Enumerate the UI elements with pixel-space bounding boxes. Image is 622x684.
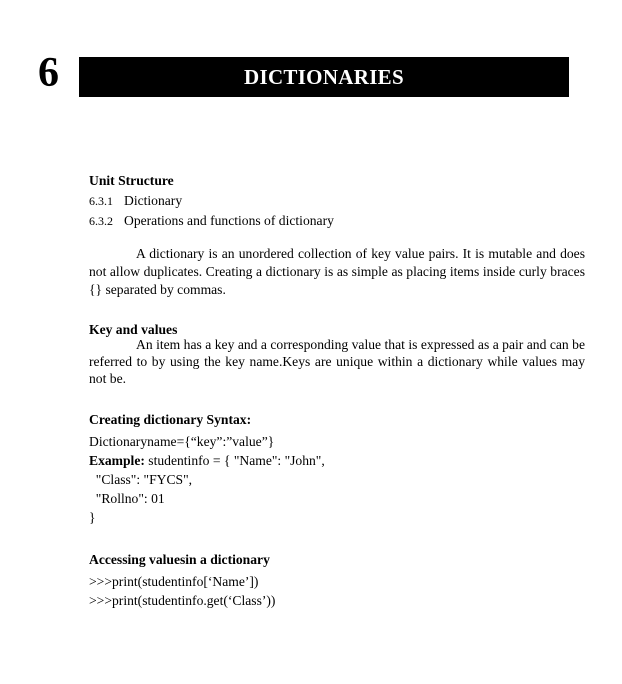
example-line: "Class": "FYCS", xyxy=(89,472,193,488)
example-code: studentinfo = { "Name": "John", xyxy=(144,453,325,469)
syntax-line: Dictionaryname={“key”:”value”} xyxy=(89,434,275,450)
toc-item-number: 6.3.1 xyxy=(89,194,113,208)
chapter-title-banner xyxy=(79,57,569,97)
example-label: Example: xyxy=(89,453,145,469)
toc-item-number: 6.3.2 xyxy=(89,214,113,228)
chapter-number: 6 xyxy=(38,50,59,96)
access-code-line: >>>print(studentinfo[‘Name’]) xyxy=(89,574,259,590)
example-line: "Rollno": 01 xyxy=(89,491,165,507)
page-content xyxy=(89,172,585,610)
toc-item xyxy=(89,192,585,210)
key-values-heading: Key and values xyxy=(89,322,178,337)
toc-item xyxy=(89,212,585,230)
toc-item-label: Dictionary xyxy=(124,193,183,208)
key-values-paragraph: An item has a key and a corresponding value that is expressed as a pair and can be referred to by using the key name.Keys are unique within a dictionary while values may not be. xyxy=(89,337,585,386)
example-line: } xyxy=(89,510,96,526)
toc-item-label: Operations and functions of dictionary xyxy=(124,213,334,228)
intro-paragraph: A dictionary is an unordered collection of key value pairs. It is mutable and does not allow duplicates. Creating a dictionary is as simple as placing items inside curly braces {} separated by commas. xyxy=(89,246,585,297)
accessing-values-heading: Accessing valuesin a dictionary xyxy=(89,552,270,568)
chapter-title: DICTIONARIES xyxy=(244,64,404,89)
example-line xyxy=(89,451,585,470)
unit-structure-heading: Unit Structure xyxy=(89,173,174,188)
access-code-line: >>>print(studentinfo.get(‘Class’)) xyxy=(89,593,276,609)
creating-dictionary-heading: Creating dictionary Syntax: xyxy=(89,412,252,428)
